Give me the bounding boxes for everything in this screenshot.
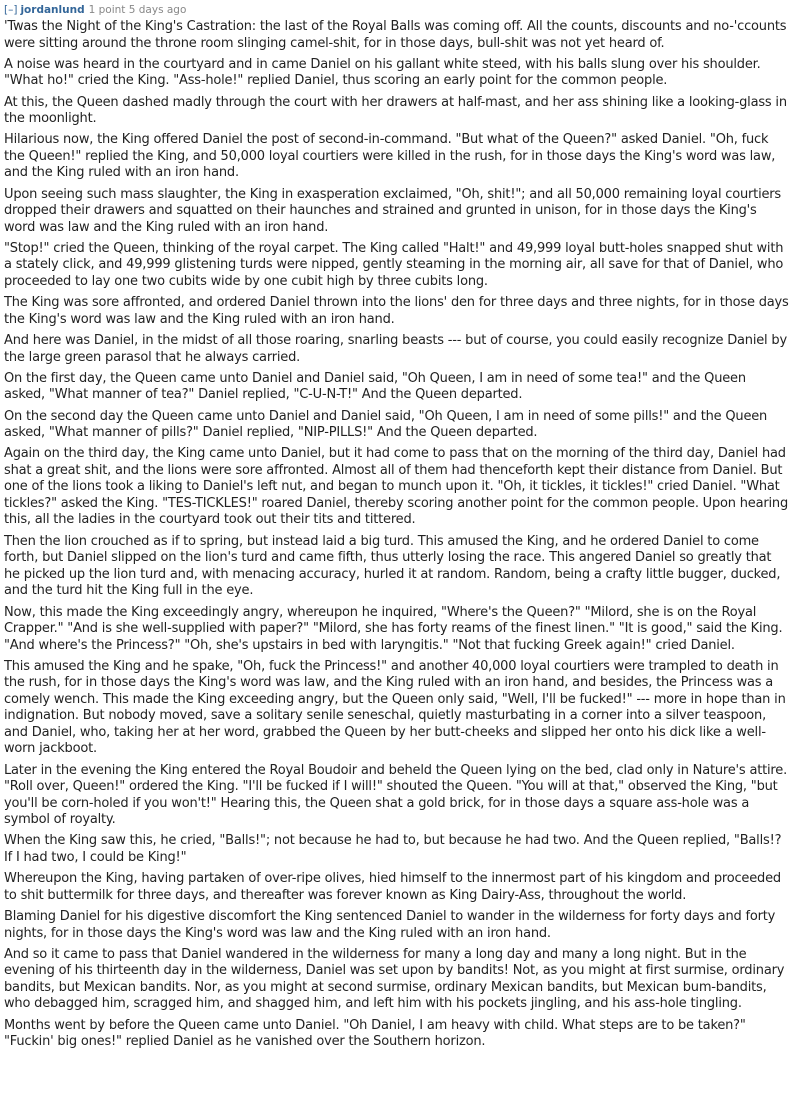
comment-paragraph: Blaming Daniel for his digestive discomfort the King sentenced Daniel to wander in the wilderness for forty days and forty nights, for in those days the King's word was law and the King ruled with an iron hand. xyxy=(4,909,776,941)
comment-paragraph: Again on the third day, the King came unto Daniel, but it had come to pass that on the morning of the third day, Daniel had shat a great shit, and the lions were sore affronted. Almost all of them had thenceforth kept their distance from Daniel. But one of the lions took a liking to Daniel's left nut, and began to munch upon it. "Oh, it tickles, it tickles!" cried Daniel. "What tickles?" asked the King. "TES-TICKLES!" roared Daniel, thereby scoring another point for the common people. Upon hearing this, all the ladies in the courtyard took out their tits and tittered. xyxy=(4,446,789,528)
comment-body xyxy=(4,19,789,1051)
comment-paragraph: 'Twas the Night of the King's Castration: the last of the Royal Balls was coming off. All the counts, discounts and no-'ccounts were sitting around the throne room slinging camel-shit, for in those days, bull-shit was not yet heard of. xyxy=(4,19,787,51)
comment-paragraph: When the King saw this, he cried, "Balls!"; not because he had to, but because he had two. And the Queen replied, "Balls!? If I had two, I could be King!" xyxy=(4,833,782,865)
score: 1 point xyxy=(88,4,126,16)
comment-paragraph: The King was sore affronted, and ordered Daniel thrown into the lions' den for three days and three nights, for in those days the King's word was law and the King ruled with an iron hand. xyxy=(4,295,789,327)
comment-paragraph: Then the lion crouched as if to spring, but instead laid a big turd. This amused the King, and he ordered Daniel to come forth, but Daniel slipped on the lion's turd and came fifth, thus utterly losing the race. This angered Daniel so greatly that he picked up the lion turd and, with menacing accuracy, hurled it at random. Random, being a crafty little bugger, ducked, and the turd hit the King full in the eye. xyxy=(4,533,781,599)
timestamp: 5 days ago xyxy=(128,4,187,16)
comment-paragraph: Later in the evening the King entered the Royal Boudoir and beheld the Queen lying on the bed, clad only in Nature's attire. "Roll over, Queen!" ordered the King. "I'll be fucked if I will!" shouted the Queen. "You will at that," observed the King, "but you'll be corn-holed if you won't!" Hearing this, the Queen shat a gold brick, for in those days a square ass-hole was a symbol of royalty. xyxy=(4,762,788,828)
comment-paragraph: On the first day, the Queen came unto Daniel and Daniel said, "Oh Queen, I am in need of some tea!" and the Queen asked, "What manner of tea?" Daniel replied, "C-U-N-T!" And the Queen departed. xyxy=(4,370,746,403)
author-link[interactable]: jordanlund xyxy=(20,4,85,16)
comment-paragraph: At this, the Queen dashed madly through the court with her drawers at half-mast, and her ass shining like a looking-glass in the moonlight. xyxy=(4,94,787,127)
comment-paragraph: Upon seeing such mass slaughter, the King in exasperation exclaimed, "Oh, shit!"; and all 50,000 remaining loyal courtiers dropped their drawers and squatted on their haunches and strained and grunted in unison, for in those days the King's word was law and the King ruled with an iron hand. xyxy=(4,186,782,235)
comment-tagline xyxy=(4,3,789,17)
comment-paragraph: A noise was heard in the courtyard and in came Daniel on his gallant white steed, with his balls slung over his shoulder. "What ho!" cried the King. "Ass-hole!" replied Daniel, thus scoring an early point for the common people. xyxy=(4,56,761,89)
comment-paragraph: This amused the King and he spake, "Oh, fuck the Princess!" and another 40,000 loyal courtiers were trampled to death in the rush, for in those days the King's word was law, and the King ruled with an iron hand, and besides, the Princess was a comely wench. This made the King exceeding angry, but the Queen only said, "Well, I'll be fucked!" --- more in hope than in indignation. But nobody moved, save a solitary senile seneschal, quietly masturbating in a corner into a silver teaspoon, and Daniel, who, taking her at her word, grabbed the Queen by her butt-cheeks and slipped her onto his dick like a well-worn jackboot. xyxy=(4,658,786,757)
comment-paragraph: "Stop!" cried the Queen, thinking of the royal carpet. The King called "Halt!" and 49,999 loyal butt-holes snapped shut with a stately click, and 49,999 glistening turds were nipped, gently steaming in the morning air, all save for that of Daniel, who proceeded to lay one two cubits wide by one cubit high by three cubits long. xyxy=(4,240,784,289)
collapse-toggle[interactable]: [–] xyxy=(4,4,18,16)
comment-paragraph: And so it came to pass that Daniel wandered in the wilderness for many a long day and many a long night. But in the evening of his thirteenth day in the wilderness, Daniel was set upon by bandits! Not, as you might at first surmise, ordinary bandits, but Mexican bandits. Nor, as you might at second surmise, ordinary Mexican bandits, but Mexican bum-bandits, who debagged him, scragged him, and shagged him, and left him with his pockets jingling, and his ass-hole tingling. xyxy=(4,946,785,1012)
comment-paragraph: Months went by before the Queen came unto Daniel. "Oh Daniel, I am heavy with child. What steps are to be taken?" "Fuckin' big ones!" replied Daniel as he vanished over the Southern horizon. xyxy=(4,1017,746,1050)
comment-paragraph: Now, this made the King exceedingly angry, whereupon he inquired, "Where's the Queen?" "Milord, she is on the Royal Crapper." "And is she well-supplied with paper?" "Milord, she has forty reams of the finest linen." "It is good," said the King. "And where's the Princess?" "Oh, she's upstairs in bed with laryngitis." "Not that fucking Greek again!" cried Daniel. xyxy=(4,604,783,653)
comment-paragraph: Whereupon the King, having partaken of over-ripe olives, hied himself to the innermost part of his kingdom and proceeded to shit buttermilk for three days, and thereafter was forever known as King Dairy-Ass, throughout the world. xyxy=(4,871,781,903)
comment-paragraph: Hilarious now, the King offered Daniel the post of second-in-command. "But what of the Queen?" asked Daniel. "Oh, fuck the Queen!" replied the King, and 50,000 loyal courtiers were killed in the rush, for in those days the King's word was law, and the King ruled with an iron hand. xyxy=(4,132,776,181)
comment-paragraph: And here was Daniel, in the midst of all those roaring, snarling beasts --- but of course, you could easily recognize Daniel by the large green parasol that he always carried. xyxy=(4,333,787,365)
comment-paragraph: On the second day the Queen came unto Daniel and Daniel said, "Oh Queen, I am in need of some pills!" and the Queen asked, "What manner of pills?" Daniel replied, "NIP-PILLS!" And the Queen departed. xyxy=(4,408,768,441)
